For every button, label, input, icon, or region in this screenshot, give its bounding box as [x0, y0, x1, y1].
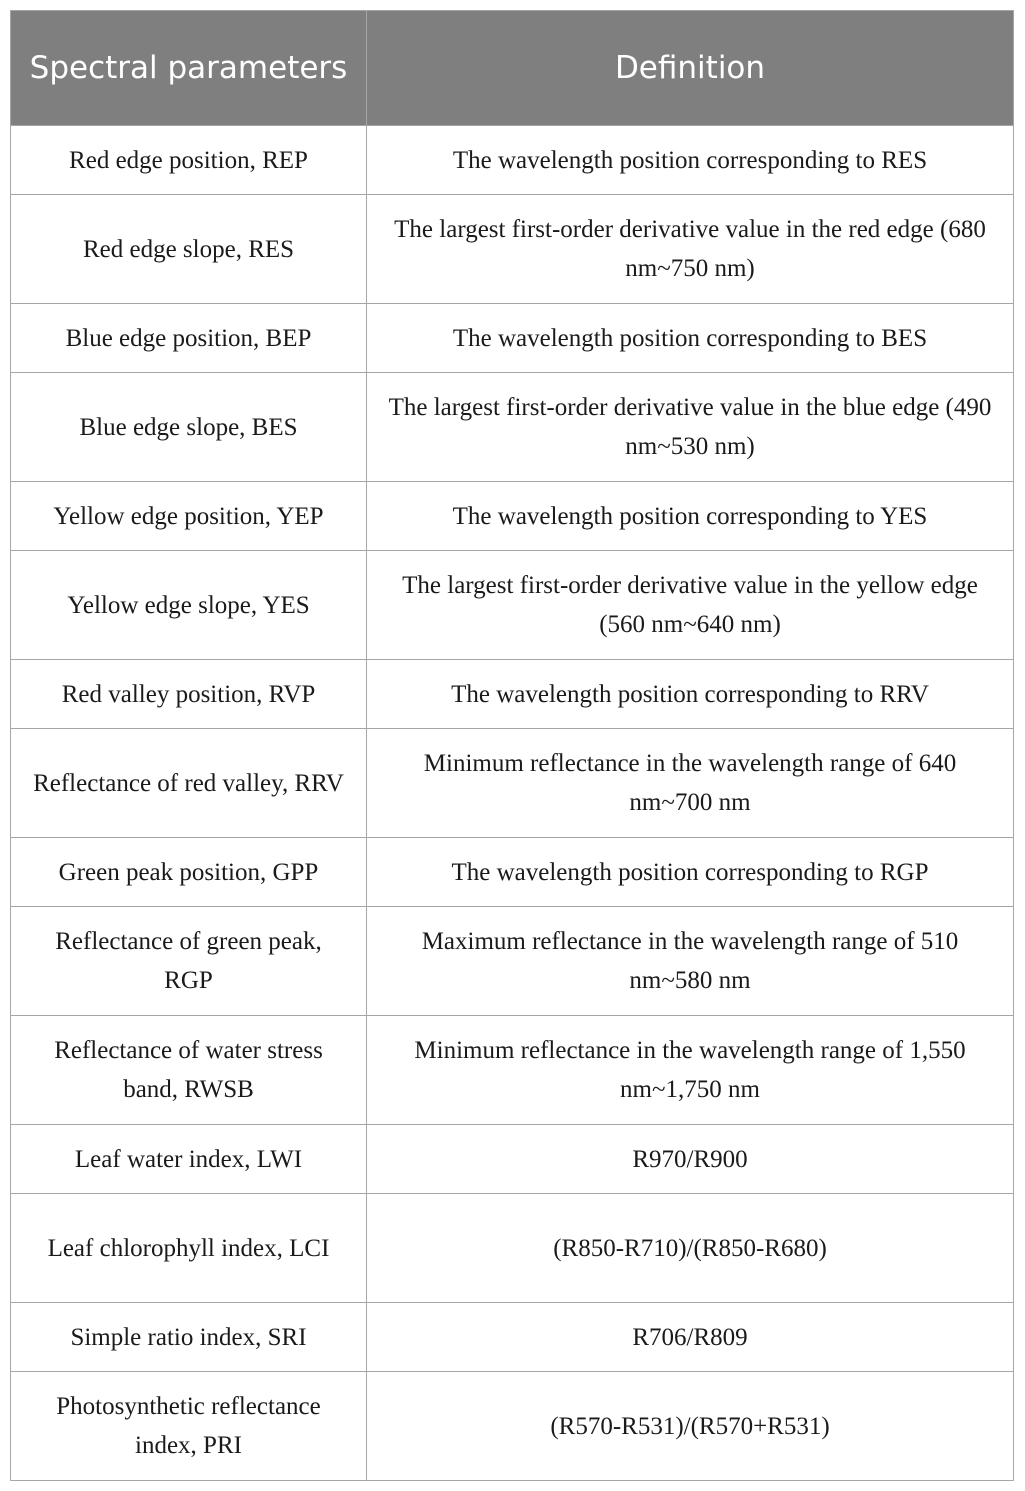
spectral-parameters-table-container	[10, 10, 1013, 1481]
parameter-cell: Red edge slope, RES	[11, 195, 367, 304]
parameter-cell: Simple ratio index, SRI	[11, 1303, 367, 1372]
table-row	[11, 838, 1014, 907]
parameter-cell: Blue edge position, BEP	[11, 304, 367, 373]
definition-cell: The largest first-order derivative value in the yellow edge (560 nm~640 nm)	[367, 551, 1014, 660]
table-row	[11, 195, 1014, 304]
table-row	[11, 1194, 1014, 1303]
parameter-cell: Yellow edge position, YEP	[11, 482, 367, 551]
parameter-cell: Leaf chlorophyll index, LCI	[11, 1194, 367, 1303]
definition-cell: The largest first-order derivative value in the red edge (680 nm~750 nm)	[367, 195, 1014, 304]
table-row	[11, 660, 1014, 729]
definition-cell: Maximum reflectance in the wavelength range of 510 nm~580 nm	[367, 907, 1014, 1016]
definition-cell: Minimum reflectance in the wavelength range of 1,550 nm~1,750 nm	[367, 1016, 1014, 1125]
definition-cell: The wavelength position corresponding to RGP	[367, 838, 1014, 907]
definition-cell: The wavelength position corresponding to YES	[367, 482, 1014, 551]
table-row	[11, 1016, 1014, 1125]
spectral-parameters-table	[10, 10, 1014, 1481]
parameter-cell: Reflectance of green peak, RGP	[11, 907, 367, 1016]
parameter-cell: Leaf water index, LWI	[11, 1125, 367, 1194]
parameter-cell: Photosynthetic reflectance index, PRI	[11, 1372, 367, 1481]
parameter-cell: Green peak position, GPP	[11, 838, 367, 907]
parameter-cell: Reflectance of water stress band, RWSB	[11, 1016, 367, 1125]
definition-cell: R970/R900	[367, 1125, 1014, 1194]
parameter-cell: Red valley position, RVP	[11, 660, 367, 729]
table-row	[11, 482, 1014, 551]
parameter-cell: Reflectance of red valley, RRV	[11, 729, 367, 838]
definition-cell: (R570-R531)/(R570+R531)	[367, 1372, 1014, 1481]
definition-cell: Minimum reflectance in the wavelength range of 640 nm~700 nm	[367, 729, 1014, 838]
definition-cell: The largest first-order derivative value in the blue edge (490 nm~530 nm)	[367, 373, 1014, 482]
definition-cell: The wavelength position corresponding to RRV	[367, 660, 1014, 729]
table-row	[11, 126, 1014, 195]
column-header-spectral-parameters: Spectral parameters	[11, 11, 367, 126]
definition-cell: (R850-R710)/(R850-R680)	[367, 1194, 1014, 1303]
table-row	[11, 729, 1014, 838]
table-header-row	[11, 11, 1014, 126]
table-row	[11, 373, 1014, 482]
table-row	[11, 1372, 1014, 1481]
column-header-definition: Definition	[367, 11, 1014, 126]
parameter-cell: Blue edge slope, BES	[11, 373, 367, 482]
definition-cell: The wavelength position corresponding to RES	[367, 126, 1014, 195]
table-row	[11, 907, 1014, 1016]
table-row	[11, 1303, 1014, 1372]
definition-cell: The wavelength position corresponding to BES	[367, 304, 1014, 373]
table-row	[11, 551, 1014, 660]
parameter-cell: Red edge position, REP	[11, 126, 367, 195]
definition-cell: R706/R809	[367, 1303, 1014, 1372]
parameter-cell: Yellow edge slope, YES	[11, 551, 367, 660]
table-row	[11, 1125, 1014, 1194]
table-row	[11, 304, 1014, 373]
